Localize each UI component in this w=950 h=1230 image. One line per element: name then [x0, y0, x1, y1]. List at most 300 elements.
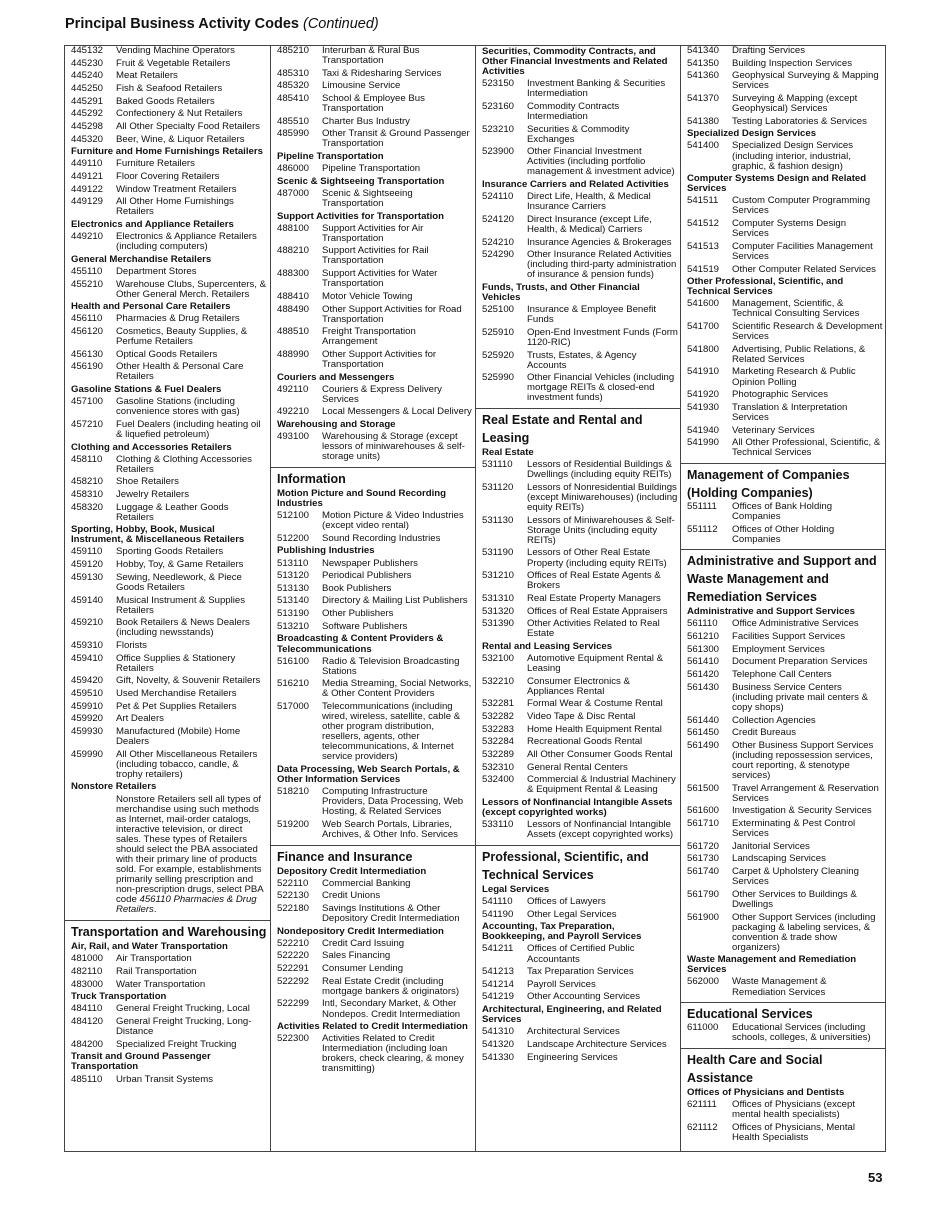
code-entry	[277, 787, 473, 817]
activity-code: 561500	[687, 782, 720, 794]
activity-code: 532100	[482, 653, 515, 664]
activity-code: 459990	[71, 748, 104, 760]
activity-description: Directory & Mailing List Publishers	[322, 595, 468, 607]
code-entry	[687, 670, 883, 680]
subsection-heading: Warehousing and Storage	[277, 419, 396, 431]
activity-code: 524290	[482, 249, 515, 261]
activity-description: Electronics & Appliance Retailers (including computers)	[116, 231, 257, 253]
activity-description: Janitorial Services	[732, 840, 810, 852]
code-entry	[687, 242, 883, 262]
activity-code: 484200	[71, 1038, 104, 1050]
activity-code: 513110	[277, 557, 309, 569]
code-entry	[687, 141, 883, 171]
activity-description: Credit Card Issuing	[322, 937, 405, 949]
activity-description: Sporting Goods Retailers	[116, 546, 224, 558]
activity-code: 458110	[71, 453, 103, 465]
section-title: Professional, Scientific, and Technical Services	[482, 849, 649, 882]
activity-description: Home Health Equipment Rental	[527, 723, 662, 735]
code-entry	[482, 351, 678, 371]
code-entry	[71, 1017, 267, 1037]
activity-code: 541940	[687, 424, 720, 436]
code-entry	[71, 46, 267, 56]
activity-description: Lessors of Miniwarehouses & Self-Storage Units (including equity REITs)	[527, 514, 675, 546]
code-entry	[482, 992, 678, 1002]
subsection-heading: Accounting, Tax Preparation, Bookkeeping, and Payroll Services	[482, 921, 642, 943]
code-entry	[482, 102, 678, 122]
activity-description: Scientific Research & Development Services	[732, 321, 883, 343]
activity-code: 523160	[482, 100, 515, 112]
activity-description: Clothing & Clothing Accessories Retailers	[116, 453, 252, 475]
code-entry	[71, 654, 267, 674]
activity-description: Beer, Wine, & Liquor Retailers	[116, 133, 245, 145]
activity-description: Investigation & Security Services	[732, 805, 872, 817]
code-entry	[687, 645, 883, 655]
activity-code: 449122	[71, 183, 104, 195]
section-block	[476, 845, 681, 1067]
code-entry	[687, 842, 883, 852]
activity-description: Florists	[116, 639, 147, 651]
activity-code: 621112	[687, 1121, 718, 1133]
activity-description: Sound Recording Industries	[322, 532, 441, 544]
subsection-heading: Architectural, Engineering, and Related Services	[482, 1004, 662, 1026]
activity-code: 445320	[71, 133, 104, 145]
activity-code: 459310	[71, 639, 104, 651]
code-entry	[71, 689, 267, 699]
subsection-heading: Clothing and Accessories Retailers	[71, 441, 232, 453]
activity-code: 531120	[482, 481, 514, 493]
code-entry	[687, 1100, 883, 1120]
activity-description: Commodity Contracts Intermediation	[527, 100, 620, 122]
activity-description: Window Treatment Retailers	[116, 183, 237, 195]
code-entry	[687, 890, 883, 910]
subsection-heading: Lessors of Nonfinancial Intangible Assets (except copyrighted works)	[482, 797, 673, 819]
activity-code: 533110	[482, 819, 514, 831]
section-block	[271, 45, 476, 467]
section-block	[681, 45, 886, 463]
activity-description: Air Transportation	[116, 953, 192, 965]
code-entry	[71, 362, 267, 382]
activity-description: Taxi & Ridesharing Services	[322, 67, 442, 79]
activity-description: Offices of Certified Public Accountants	[527, 943, 635, 965]
activity-code: 551112	[687, 523, 718, 535]
code-entry	[71, 477, 267, 487]
activity-description: Interurban & Rural Bus Transportation	[322, 45, 420, 67]
section-block	[681, 1002, 886, 1048]
activity-code: 458210	[71, 476, 104, 488]
activity-code: 561790	[687, 888, 720, 900]
subsection-heading: Scenic & Sightseeing Transportation	[277, 175, 445, 187]
code-entry	[71, 702, 267, 712]
code-entry	[71, 109, 267, 119]
code-entry	[277, 164, 473, 174]
activity-description: Luggage & Leather Goods Retailers	[116, 501, 229, 523]
code-entry	[277, 584, 473, 594]
code-entry	[277, 657, 473, 677]
code-entry	[482, 516, 678, 546]
column-2	[270, 45, 476, 1152]
activity-code: 493100	[277, 431, 310, 443]
subsection-heading: Waste Management and Remediation Services	[687, 954, 857, 976]
activity-code: 562000	[687, 976, 720, 988]
activity-description: Payroll Services	[527, 978, 596, 990]
code-entry	[482, 712, 678, 722]
code-entry	[482, 373, 678, 403]
activity-code: 459920	[71, 713, 104, 725]
code-entry	[482, 607, 678, 617]
activity-description: Computer Systems Design Services	[732, 218, 847, 240]
activity-description: Support Activities for Air Transportation	[322, 222, 424, 244]
section-title: Real Estate and Rental and Leasing	[482, 413, 643, 446]
activity-description: Book Publishers	[322, 582, 392, 594]
activity-description: Recreational Goods Rental	[527, 736, 643, 748]
subsection-heading: Gasoline Stations & Fuel Dealers	[71, 384, 222, 396]
activity-code: 486000	[277, 163, 310, 175]
activity-code: 445240	[71, 70, 104, 82]
code-entry	[71, 618, 267, 638]
activity-code: 449121	[71, 170, 104, 182]
activity-description: Landscape Architecture Services	[527, 1038, 667, 1050]
activity-description: Scenic & Sightseeing Transportation	[322, 187, 413, 209]
activity-code: 513190	[277, 608, 310, 620]
activity-code: 561440	[687, 714, 720, 726]
activity-code: 561430	[687, 681, 720, 693]
activity-code: 485990	[277, 128, 310, 140]
activity-code: 522291	[277, 963, 310, 975]
activity-code: 523210	[482, 123, 515, 135]
activity-description: Waste Management & Remediation Services	[732, 976, 827, 998]
subsection-heading: Broadcasting & Content Providers & Telecommunications	[277, 633, 444, 655]
code-entry	[277, 964, 473, 974]
activity-description: Offices of Lawyers	[527, 896, 606, 907]
activity-code: 561210	[687, 631, 720, 643]
code-entry	[71, 71, 267, 81]
code-entry	[71, 641, 267, 651]
code-entry	[277, 879, 473, 889]
code-entry	[482, 910, 678, 920]
activity-code: 459140	[71, 594, 104, 606]
code-entry	[687, 299, 883, 319]
activity-code: 449110	[71, 158, 103, 170]
activity-code: 488210	[277, 245, 310, 257]
code-entry	[687, 741, 883, 781]
activity-description: Tax Preparation Services	[527, 966, 634, 978]
activity-description: Photographic Services	[732, 389, 828, 401]
activity-code: 532289	[482, 749, 515, 761]
activity-code: 541930	[687, 401, 720, 413]
activity-code: 522292	[277, 975, 310, 987]
activity-description: Savings Institutions & Other Depository Credit Intermediation	[322, 902, 460, 925]
code-entry	[482, 1027, 678, 1037]
activity-description: Book Retailers & News Dealers (including newsstands)	[116, 617, 250, 639]
activity-code: 513210	[277, 620, 310, 632]
code-entry	[482, 654, 678, 674]
code-entry	[482, 125, 678, 145]
activity-description: Couriers & Express Delivery Services	[322, 383, 442, 405]
activity-code: 561300	[687, 643, 720, 655]
activity-code: 561450	[687, 727, 720, 739]
activity-code: 541600	[687, 298, 720, 310]
activity-description: Baked Goods Retailers	[116, 95, 215, 107]
activity-code: 541340	[687, 45, 720, 56]
code-entry	[687, 784, 883, 804]
activity-description: Manufactured (Mobile) Home Dealers	[116, 725, 241, 747]
column-1	[65, 45, 270, 1152]
activity-description: Water Transportation	[116, 978, 206, 990]
subsection-heading: Motion Picture and Sound Recording Industries	[277, 487, 446, 509]
activity-description: Carpet & Upholstery Cleaning Services	[732, 866, 859, 888]
activity-description: Geophysical Surveying & Mapping Services	[732, 70, 879, 92]
activity-code: 517000	[277, 701, 310, 712]
note-text: Nonstore Retailers sell all types of merchandise using such methods as Internet, mail-order catalogs, interactive television, or direct sales. These types of Retailers should select the PBA associated with their primary line of products sold. For example, establishments primarily selling prescription and non-prescription drugs, select PBA code	[116, 793, 264, 906]
activity-description: Motor Vehicle Towing	[322, 290, 413, 302]
code-entry	[71, 350, 267, 360]
activity-code: 531320	[482, 605, 515, 617]
code-entry	[277, 292, 473, 302]
activity-description: Lessors of Nonfinancial Intangible Assets (except copyrighted works)	[527, 819, 674, 841]
activity-description: Architectural Services	[527, 1026, 620, 1038]
code-entry	[277, 224, 473, 244]
code-entry	[277, 129, 473, 149]
activity-code: 459410	[71, 652, 104, 664]
activity-description: Pipeline Transportation	[322, 163, 421, 175]
activity-code: 561410	[687, 656, 720, 668]
code-entry	[687, 59, 883, 69]
activity-code: 561420	[687, 669, 720, 681]
code-entry	[482, 763, 678, 773]
code-entry	[482, 147, 678, 177]
activity-code: 445132	[71, 45, 104, 56]
code-entry	[482, 737, 678, 747]
code-entry	[482, 944, 678, 964]
section-block	[271, 467, 476, 845]
code-entry	[482, 897, 678, 907]
code-entry	[277, 596, 473, 606]
code-entry	[482, 483, 678, 513]
activity-description: Specialized Freight Trucking	[116, 1038, 237, 1050]
activity-description: Real Estate Property Managers	[527, 592, 661, 604]
column-4	[680, 45, 886, 1152]
code-entry	[71, 314, 267, 324]
activity-description: Formal Wear & Costume Rental	[527, 698, 663, 710]
activity-code: 457210	[71, 418, 104, 430]
activity-code: 524210	[482, 236, 515, 248]
activity-description: Other Transit & Ground Passenger Transportation	[322, 128, 470, 150]
activity-description: Offices of Bank Holding Companies	[732, 500, 833, 522]
activity-description: Other Insurance Related Activities (including third-party administration of insurance & pension funds)	[527, 249, 677, 281]
activity-description: Newspaper Publishers	[322, 557, 418, 569]
activity-code: 449129	[71, 196, 104, 208]
code-entry	[71, 84, 267, 94]
activity-description: Other Health & Personal Care Retailers	[116, 361, 244, 383]
code-entry	[71, 159, 267, 169]
code-entry	[687, 390, 883, 400]
activity-code: 532282	[482, 711, 515, 723]
activity-code: 541920	[687, 389, 720, 401]
activity-code: 524120	[482, 213, 515, 225]
activity-code: 484120	[71, 1016, 104, 1027]
section-block	[476, 45, 681, 408]
activity-code: 518210	[277, 786, 310, 798]
activity-code: 531130	[482, 514, 514, 526]
activity-code: 541370	[687, 93, 720, 105]
code-entry	[277, 81, 473, 91]
activity-description: Marketing Research & Public Opinion Polling	[732, 366, 856, 388]
activity-code: 488300	[277, 268, 310, 280]
activity-description: Shoe Retailers	[116, 476, 179, 488]
activity-code: 541700	[687, 321, 720, 333]
section-block	[271, 845, 476, 1079]
code-entry	[277, 94, 473, 114]
activity-description: Computing Infrastructure Providers, Data Processing, Web Hosting, & Related Services	[322, 786, 464, 818]
activity-description: Pet & Pet Supplies Retailers	[116, 700, 237, 712]
activity-description: Warehousing & Storage (except lessors of miniwarehouses & self-storage units)	[322, 431, 465, 463]
activity-description: Direct Insurance (except Life, Health, & Medical) Carriers	[527, 213, 652, 235]
activity-code: 522220	[277, 950, 310, 962]
activity-code: 621111	[687, 1098, 717, 1110]
title-text: Principal Business Activity Codes	[65, 16, 299, 32]
activity-code: 531390	[482, 618, 515, 630]
code-entry	[277, 246, 473, 266]
code-entry	[277, 432, 473, 462]
activity-description: Commercial & Industrial Machinery & Equipment Rental & Leasing	[527, 774, 676, 796]
activity-description: Engineering Services	[527, 1051, 618, 1063]
activity-code: 525920	[482, 349, 515, 361]
activity-code: 541380	[687, 115, 720, 127]
activity-description: Building Inspection Services	[732, 57, 852, 69]
code-entry	[482, 1040, 678, 1050]
code-entry	[71, 573, 267, 593]
activity-code: 541219	[482, 991, 515, 1003]
activity-description: Other Computer Related Services	[732, 263, 876, 275]
code-entry	[71, 1004, 267, 1014]
activity-description: Freight Transportation Arrangement	[322, 326, 416, 348]
subsection-heading: Pipeline Transportation	[277, 151, 384, 163]
activity-description: Jewelry Retailers	[116, 488, 190, 500]
code-entry	[482, 238, 678, 248]
activity-description: Musical Instrument & Supplies Retailers	[116, 594, 246, 616]
activity-description: Video Tape & Disc Rental	[527, 711, 636, 723]
activity-code: 516210	[277, 678, 310, 690]
subsection-heading: Health and Personal Care Retailers	[71, 301, 231, 313]
activity-code: 541213	[482, 966, 515, 978]
activity-code: 532281	[482, 698, 515, 710]
activity-description: Intl, Secondary Market, & Other Nondepos. Credit Intermediation	[322, 998, 461, 1020]
code-entry	[277, 350, 473, 370]
activity-description: Landscaping Services	[732, 853, 826, 865]
code-entry	[482, 548, 678, 568]
code-entry	[277, 511, 473, 531]
code-entry	[71, 197, 267, 217]
activity-code: 513120	[277, 570, 310, 582]
activity-description: Media Streaming, Social Networks, & Other Content Providers	[322, 678, 472, 700]
activity-description: Used Merchandise Retailers	[116, 687, 237, 699]
code-entry	[71, 980, 267, 990]
activity-code: 522299	[277, 998, 310, 1010]
activity-description: Exterminating & Pest Control Services	[732, 818, 856, 840]
column-3	[475, 45, 681, 1152]
activity-description: Management, Scientific, & Technical Consulting Services	[732, 298, 860, 320]
section-title: Administrative and Support and Waste Management and Remediation Services	[687, 554, 877, 605]
activity-description: Offices of Physicians (except mental health specialists)	[732, 1098, 855, 1121]
activity-description: Telephone Call Centers	[732, 669, 832, 681]
code-entry	[71, 596, 267, 616]
code-entry	[687, 619, 883, 629]
subsection-heading: Air, Rail, and Water Transportation	[71, 941, 228, 953]
code-entry	[277, 609, 473, 619]
code-entry	[482, 305, 678, 325]
code-entry	[482, 250, 678, 280]
activity-description: Lessors of Residential Buildings & Dwellings (including equity REITs)	[527, 459, 673, 481]
code-entry	[277, 407, 473, 417]
code-entry	[482, 1053, 678, 1063]
subsection-heading: Other Professional, Scientific, and Technical Services	[687, 276, 844, 298]
section-block	[681, 463, 886, 549]
activity-code: 487000	[277, 187, 310, 199]
activity-code: 541512	[687, 218, 720, 230]
activity-code: 523900	[482, 146, 515, 158]
subsection-heading: Depository Credit Intermediation	[277, 865, 427, 877]
note-example: 456110 Pharmacies & Drug Retailers	[116, 894, 257, 916]
activity-description: Trusts, Estates, & Agency Accounts	[527, 349, 637, 371]
code-entry	[687, 683, 883, 713]
activity-description: Veterinary Services	[732, 424, 815, 436]
activity-description: Computer Facilities Management Services	[732, 240, 873, 262]
activity-code: 525100	[482, 304, 515, 316]
activity-code: 488100	[277, 222, 310, 234]
code-entry	[482, 192, 678, 212]
activity-description: Radio & Television Broadcasting Stations	[322, 655, 460, 677]
activity-code: 459120	[71, 559, 104, 571]
code-entry	[71, 59, 267, 69]
activity-code: 488490	[277, 303, 310, 315]
code-entry	[277, 999, 473, 1019]
code-entry	[71, 503, 267, 523]
section-block	[681, 549, 886, 1002]
activity-description: Confectionery & Nut Retailers	[116, 108, 243, 120]
code-entry	[71, 397, 267, 417]
code-entry	[687, 71, 883, 91]
code-entry	[71, 455, 267, 475]
section-block	[681, 1048, 886, 1148]
code-entry	[71, 420, 267, 440]
code-entry	[687, 632, 883, 642]
code-entry	[687, 728, 883, 738]
activity-description: Employment Services	[732, 643, 825, 655]
activity-description: Credit Bureaus	[732, 727, 796, 739]
activity-code: 516100	[277, 655, 310, 667]
activity-code: 445230	[71, 57, 104, 69]
activity-code: 459210	[71, 617, 104, 629]
activity-description: Support Activities for Rail Transportation	[322, 245, 429, 267]
activity-code: 561110	[687, 618, 718, 630]
activity-description: Other Support Activities for Transportation	[322, 348, 437, 370]
activity-description: Sewing, Needlework, & Piece Goods Retailers	[116, 571, 242, 593]
code-entry	[71, 547, 267, 557]
activity-code: 459510	[71, 687, 104, 699]
subsection-heading: Rental and Leasing Services	[482, 640, 613, 652]
code-entry	[71, 280, 267, 300]
activity-description: Testing Laboratories & Services	[732, 115, 867, 127]
activity-description: Rail Transportation	[116, 965, 197, 977]
activity-code: 541360	[687, 70, 720, 82]
activity-code: 541320	[482, 1038, 515, 1050]
activity-code: 561720	[687, 840, 720, 852]
activity-description: Cosmetics, Beauty Supplies, & Perfume Retailers	[116, 325, 248, 347]
activity-description: Support Activities for Water Transportation	[322, 268, 438, 290]
activity-description: Other Services to Buildings & Dwellings	[732, 888, 857, 910]
activity-code: 522300	[277, 1033, 310, 1045]
activity-description: Custom Computer Programming Services	[732, 195, 871, 217]
